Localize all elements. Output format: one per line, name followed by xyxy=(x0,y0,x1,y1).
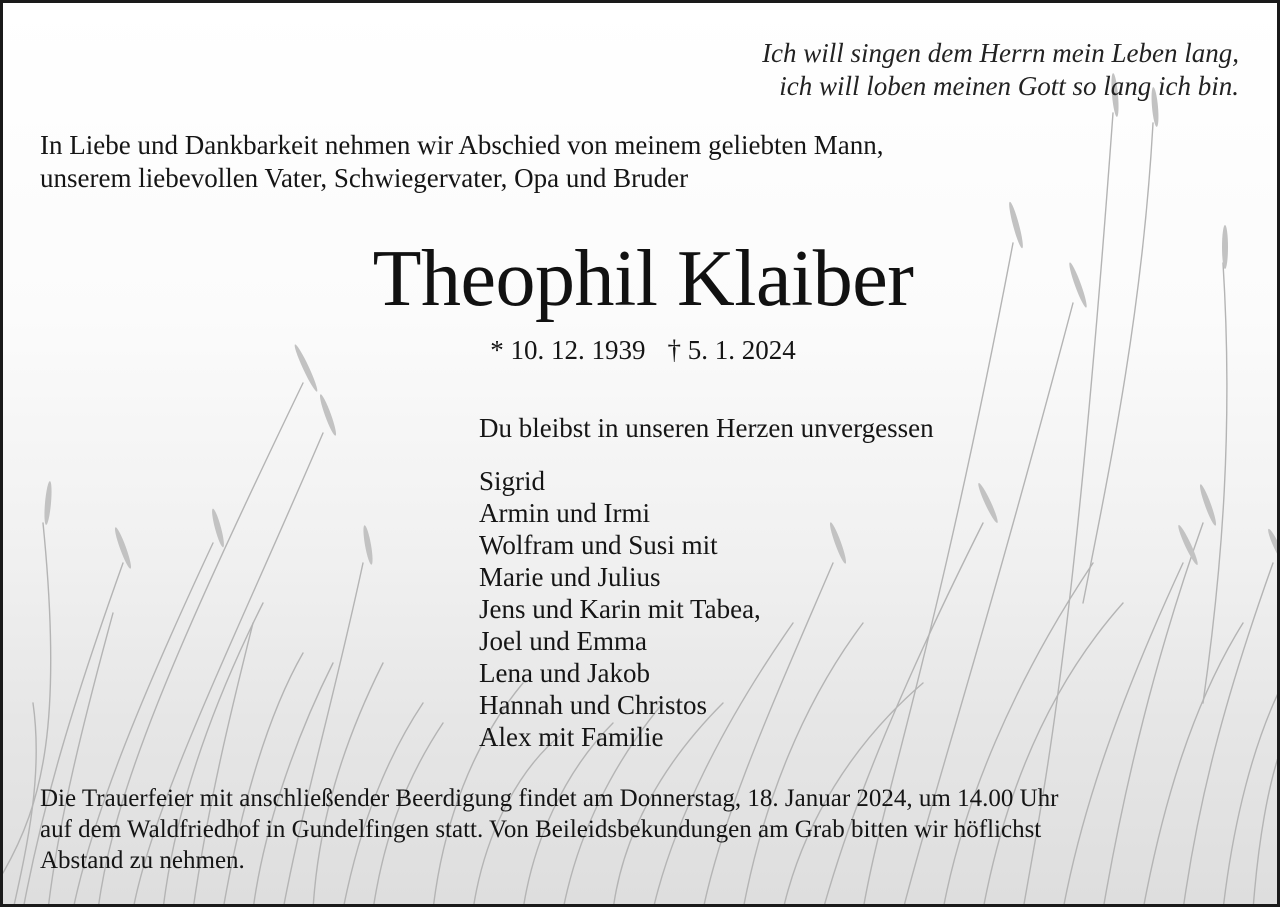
mourner-item: Marie und Julius xyxy=(479,562,661,592)
mourners-list xyxy=(479,465,761,753)
deceased-name: Theophil Klaiber xyxy=(372,235,914,323)
life-dates xyxy=(3,333,1280,367)
bible-verse-line-2: ich will loben meinen Gott so lang ich bin. xyxy=(779,71,1239,101)
birth-date: * 10. 12. 1939 xyxy=(490,335,646,365)
mourner-item: Armin und Irmi xyxy=(479,498,650,528)
death-date: † 5. 1. 2024 xyxy=(667,335,796,365)
funeral-line-2: auf dem Waldfriedhof in Gundelfingen statt. Von Beileidsbekundungen am Grab bitten wir höflichst xyxy=(40,816,1042,843)
funeral-line-3: Abstand zu nehmen. xyxy=(40,847,245,874)
bible-verse-line-1: Ich will singen dem Herrn mein Leben lang, xyxy=(762,38,1239,68)
funeral-line-1: Die Trauerfeier mit anschließender Beerdigung findet am Donnerstag, 18. Januar 2024, um 14.00 Uhr xyxy=(40,785,1059,812)
funeral-information xyxy=(40,783,1059,876)
mourner-item: Jens und Karin mit Tabea, xyxy=(479,594,761,624)
intro-text xyxy=(40,129,884,195)
mourner-item: Alex mit Familie xyxy=(479,722,664,752)
mourner-item: Joel und Emma xyxy=(479,626,647,656)
mourner-item: Lena und Jakob xyxy=(479,658,650,688)
remembrance-line: Du bleibst in unseren Herzen unvergessen xyxy=(479,413,934,443)
mourner-item: Hannah und Christos xyxy=(479,690,707,720)
intro-line-1: In Liebe und Dankbarkeit nehmen wir Abschied von meinem geliebten Mann, xyxy=(40,130,884,160)
mourner-item: Wolfram und Susi mit xyxy=(479,530,718,560)
mourner-item: Sigrid xyxy=(479,466,546,496)
intro-line-2: unserem liebevollen Vater, Schwiegervater, Opa und Bruder xyxy=(40,163,689,193)
bible-verse xyxy=(762,37,1239,103)
